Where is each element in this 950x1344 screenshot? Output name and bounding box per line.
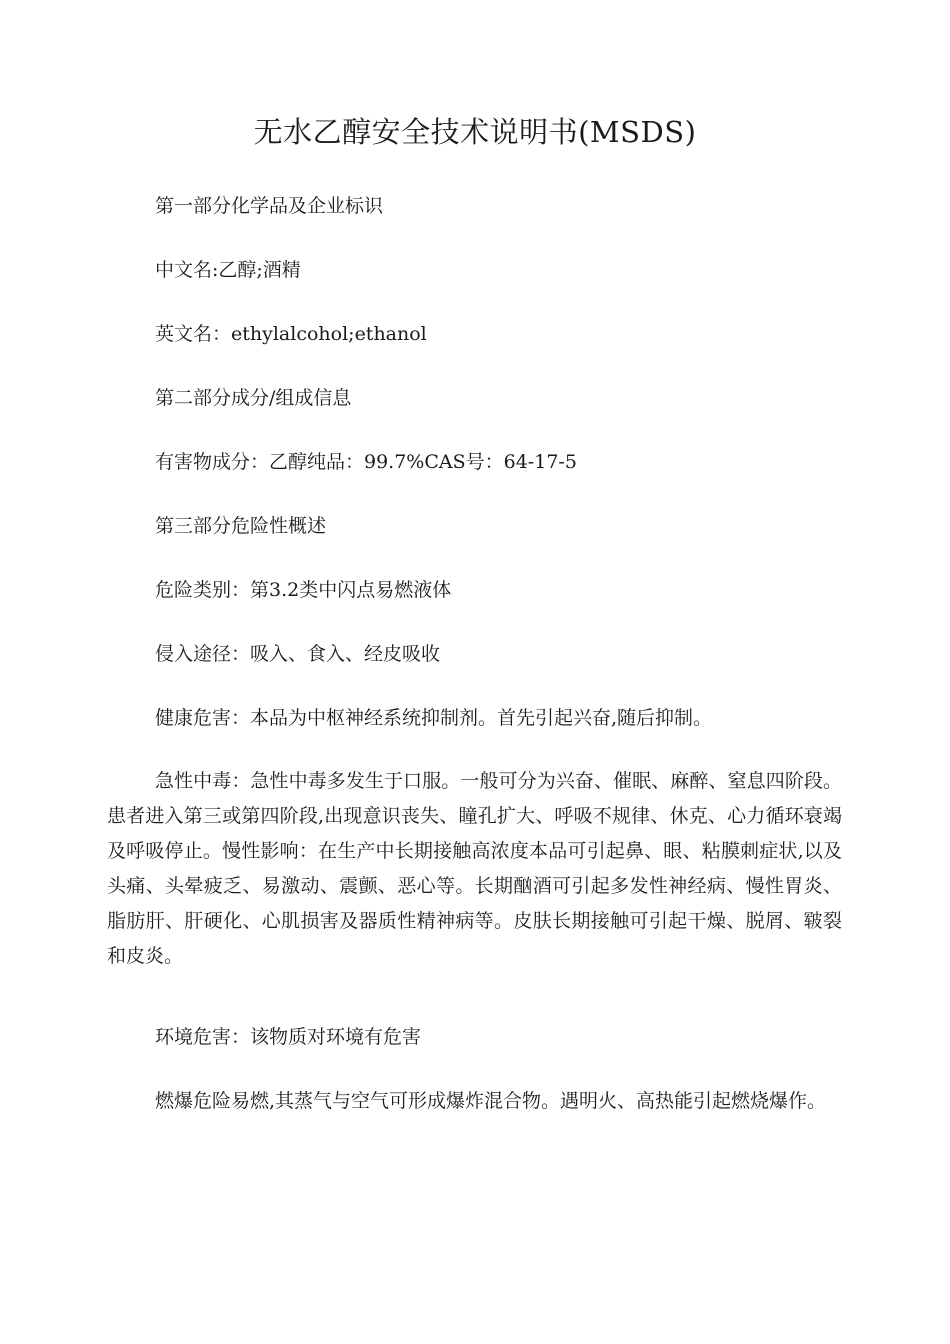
english-name-line: 英文名：ethylalcohol;ethanol: [155, 323, 427, 345]
environmental-hazard-line: 环境危害：该物质对环境有危害: [155, 1026, 422, 1048]
document-title: 无水乙醇安全技术说明书(MSDS): [253, 115, 697, 149]
health-hazard-line: 健康危害：本品为中枢神经系统抑制剂。首先引起兴奋,随后抑制。: [155, 707, 713, 729]
fire-explosion-paragraph: 燃爆危险易燃,其蒸气与空气可形成爆炸混合物。遇明火、高热能引起燃烧爆作。: [155, 1090, 827, 1112]
acute-poisoning-paragraph: 急性中毒：急性中毒多发生于口服。一般可分为兴奋、催眠、麻醉、窒息四阶段。患者进入第三或第四阶段,出现意识丧失、瞳孔扩大、呼吸不规律、休克、心力循环衰竭及呼吸停止。慢性影响：在生产中长期接触高浓度本品可引起鼻、眼、粘膜刺症状,以及头痛、头晕疲乏、易激动、震颤、恶心等。长期酗酒可引起多发性神经病、慢性胃炎、脂肪肝、肝硬化、心肌损害及器质性精神病等。皮肤长期接触可引起干燥、脱屑、皲裂和皮炎。: [107, 770, 842, 967]
section2-heading: 第二部分成分/组成信息: [155, 387, 352, 409]
chinese-name-line: 中文名:乙醇;酒精: [155, 259, 301, 281]
section1-heading: 第一部分化学品及企业标识: [155, 195, 384, 217]
hazardous-component-line: 有害物成分：乙醇纯品：99.7%CAS号：64-17-5: [155, 451, 577, 473]
routes-of-entry-line: 侵入途径：吸入、食入、经皮吸收: [155, 643, 441, 665]
section3-heading: 第三部分危险性概述: [155, 515, 327, 537]
hazard-class-line: 危险类别：第3.2类中闪点易燃液体: [155, 579, 452, 601]
